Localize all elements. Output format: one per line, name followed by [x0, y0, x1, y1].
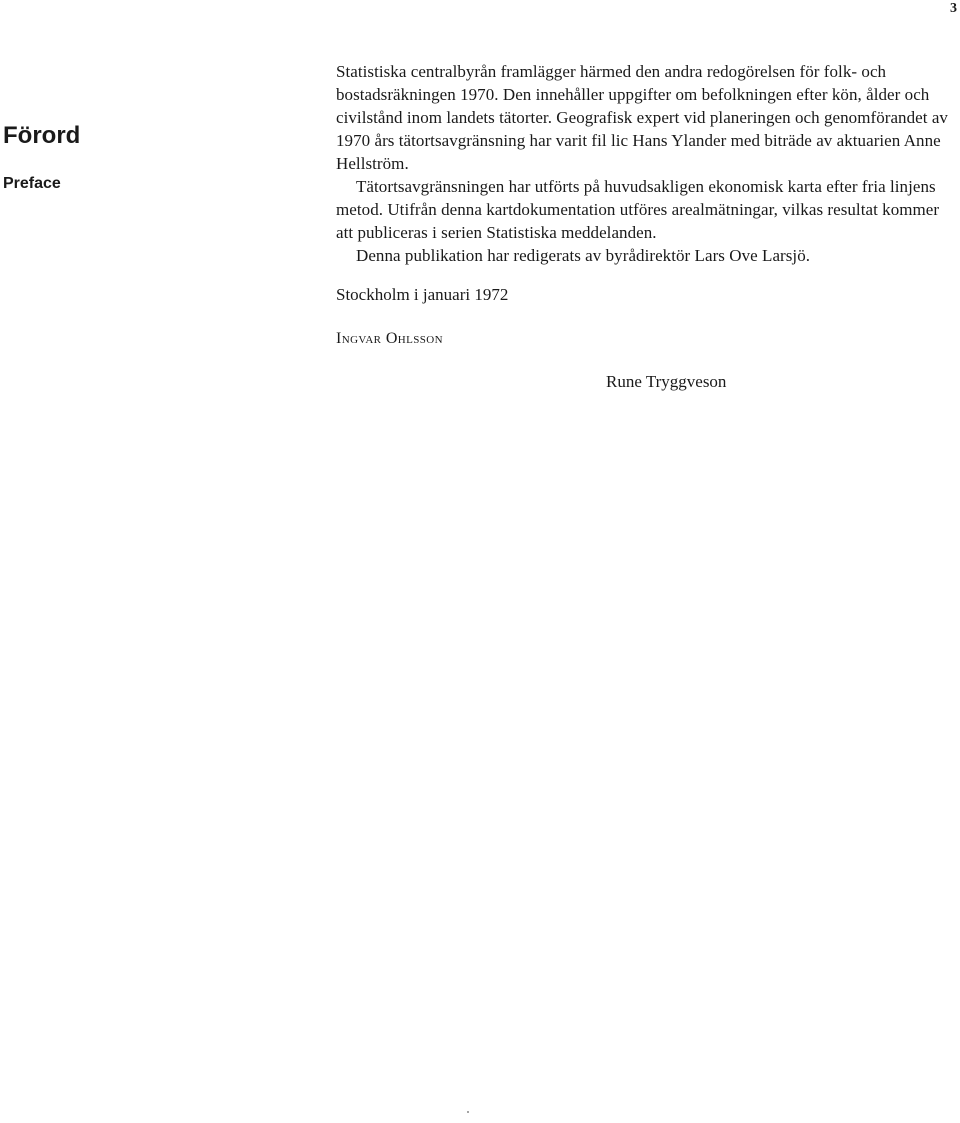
preface-body: [336, 60, 960, 267]
section-title: Förord: [3, 122, 81, 149]
place-date: Stockholm i januari 1972: [336, 285, 509, 304]
signature-1: Ingvar Ohlsson: [336, 330, 443, 347]
paragraph-2: Tätortsavgränsningen har utförts på huvudsakligen ekonomisk karta efter fria linjens metod. Utifrån denna kartdokumentation utföres arealmätningar, vilkas resultat kommer att publiceras i serien Statistiska meddelanden.: [336, 177, 940, 242]
section-subtitle: Preface: [3, 175, 61, 192]
page-number: 3: [950, 1, 957, 16]
scan-speck: [467, 1111, 469, 1113]
paragraph-3: Denna publikation har redigerats av byrådirektör Lars Ove Larsjö.: [356, 246, 811, 265]
paragraph-1: Statistiska centralbyrån framlägger härmed den andra redogörelsen för folk- och bostadsräkningen 1970. Den innehåller uppgifter om befolkningen efter kön, ålder och civilstånd inom landets tätorter. Geografisk expert vid planeringen och genomförandet av 1970 års tätortsavgränsning har varit fil lic Hans Ylander med biträde av aktuarien Anne Hellström.: [336, 62, 948, 173]
signature-2: Rune Tryggveson: [606, 372, 727, 391]
